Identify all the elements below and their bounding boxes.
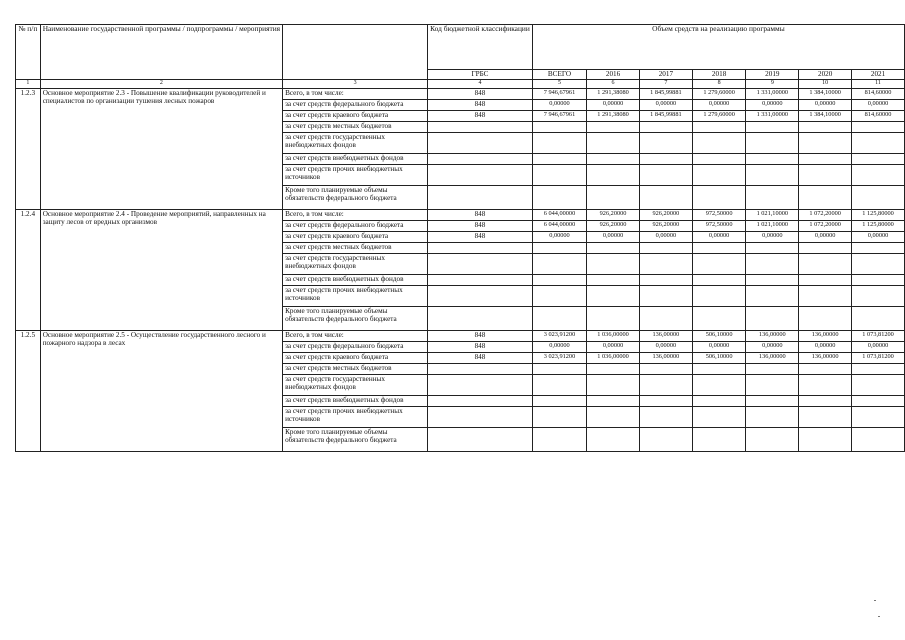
amount-cell: 926,20000 bbox=[639, 221, 692, 232]
empty-cell bbox=[799, 428, 852, 452]
empty-cell bbox=[639, 122, 692, 133]
empty-cell bbox=[639, 154, 692, 165]
funding-source-label: за счет средств государственных внебюджетных фондов bbox=[283, 375, 428, 396]
empty-cell bbox=[428, 275, 533, 286]
empty-cell bbox=[852, 122, 905, 133]
empty-cell bbox=[532, 275, 586, 286]
empty-cell bbox=[746, 275, 799, 286]
year-header: 2020 bbox=[799, 70, 852, 80]
empty-cell bbox=[428, 154, 533, 165]
table-row bbox=[16, 89, 905, 100]
column-index: 4 bbox=[428, 80, 533, 89]
funding-source-label: Кроме того планируемые объемы обязательств федерального бюджета bbox=[283, 428, 428, 452]
amount-cell: 0,00000 bbox=[852, 100, 905, 111]
amount-cell: 136,00000 bbox=[639, 353, 692, 364]
amount-cell: 1 291,38080 bbox=[587, 111, 640, 122]
empty-cell bbox=[532, 364, 586, 375]
empty-cell bbox=[428, 254, 533, 275]
empty-cell bbox=[746, 396, 799, 407]
amount-cell: 6 044,00000 bbox=[532, 221, 586, 232]
empty-cell bbox=[639, 407, 692, 428]
empty-cell bbox=[746, 375, 799, 396]
amount-cell: 0,00000 bbox=[532, 232, 586, 243]
funding-source-label: за счет средств федерального бюджета bbox=[283, 221, 428, 232]
empty-cell bbox=[692, 307, 746, 331]
empty-cell bbox=[587, 375, 640, 396]
funding-source-label: за счет средств местных бюджетов bbox=[283, 243, 428, 254]
grbs-header: ГРБС bbox=[428, 70, 533, 80]
column-index: 7 bbox=[639, 80, 692, 89]
funding-source-label: за счет средств федерального бюджета bbox=[283, 342, 428, 353]
empty-cell bbox=[746, 133, 799, 154]
amount-cell: 1 384,10000 bbox=[799, 111, 852, 122]
funding-source-label: Всего, в том числе: bbox=[283, 89, 428, 100]
amount-cell: 136,00000 bbox=[746, 331, 799, 342]
empty-cell bbox=[746, 165, 799, 186]
amount-cell: 814,60000 bbox=[852, 111, 905, 122]
activity-number: 1.2.4 bbox=[16, 210, 41, 331]
empty-cell bbox=[799, 243, 852, 254]
empty-cell bbox=[852, 307, 905, 331]
amount-cell: 136,00000 bbox=[799, 331, 852, 342]
amount-cell: 0,00000 bbox=[746, 100, 799, 111]
amount-cell: 0,00000 bbox=[587, 232, 640, 243]
funding-source-label: Кроме того планируемые объемы обязательств федерального бюджета bbox=[283, 186, 428, 210]
empty-cell bbox=[639, 254, 692, 275]
empty-cell bbox=[587, 243, 640, 254]
column-index: 8 bbox=[692, 80, 746, 89]
empty-cell bbox=[799, 165, 852, 186]
amount-cell: 1 845,99881 bbox=[639, 89, 692, 100]
empty-cell bbox=[532, 122, 586, 133]
column-index-row bbox=[16, 80, 905, 89]
empty-cell bbox=[532, 375, 586, 396]
empty-cell bbox=[587, 275, 640, 286]
amount-cell: 3 023,91200 bbox=[532, 353, 586, 364]
empty-cell bbox=[692, 154, 746, 165]
empty-cell bbox=[587, 407, 640, 428]
empty-cell bbox=[428, 122, 533, 133]
empty-cell bbox=[799, 275, 852, 286]
empty-cell bbox=[428, 165, 533, 186]
funding-source-label: за счет средств местных бюджетов bbox=[283, 364, 428, 375]
empty-cell bbox=[746, 122, 799, 133]
empty-cell bbox=[532, 407, 586, 428]
empty-cell bbox=[799, 186, 852, 210]
empty-cell bbox=[799, 286, 852, 307]
empty-cell bbox=[587, 122, 640, 133]
amount-cell: 136,00000 bbox=[746, 353, 799, 364]
empty-cell bbox=[746, 407, 799, 428]
year-header: 2016 bbox=[587, 70, 640, 80]
empty-cell bbox=[532, 286, 586, 307]
amount-cell: 1 021,10000 bbox=[746, 210, 799, 221]
funding-source-label: за счет средств прочих внебюджетных источников bbox=[283, 286, 428, 307]
funding-source-label: за счет средств прочих внебюджетных источников bbox=[283, 407, 428, 428]
empty-cell bbox=[532, 254, 586, 275]
column-index: 10 bbox=[799, 80, 852, 89]
empty-cell bbox=[692, 186, 746, 210]
amount-cell: 1 279,60000 bbox=[692, 111, 746, 122]
amount-cell: 0,00000 bbox=[692, 342, 746, 353]
grbs-code: 848 bbox=[428, 342, 533, 353]
empty-cell bbox=[692, 375, 746, 396]
year-header: 2019 bbox=[746, 70, 799, 80]
empty-cell bbox=[532, 243, 586, 254]
activity-name: Основное мероприятие 2.5 - Осуществление государственного лесного и пожарного надзора в лесах bbox=[40, 331, 282, 452]
empty-cell bbox=[852, 154, 905, 165]
empty-cell bbox=[692, 364, 746, 375]
amount-cell: 136,00000 bbox=[799, 353, 852, 364]
amount-cell: 0,00000 bbox=[799, 232, 852, 243]
funding-source-label: за счет средств местных бюджетов bbox=[283, 122, 428, 133]
empty-cell bbox=[428, 428, 533, 452]
empty-cell bbox=[799, 407, 852, 428]
funding-source-label: за счет средств внебюджетных фондов bbox=[283, 275, 428, 286]
funding-source-label: за счет средств государственных внебюджетных фондов bbox=[283, 254, 428, 275]
amount-cell: 0,00000 bbox=[799, 342, 852, 353]
activity-number: 1.2.3 bbox=[16, 89, 41, 210]
funding-source-label: за счет средств государственных внебюджетных фондов bbox=[283, 133, 428, 154]
amount-cell: 926,20000 bbox=[587, 210, 640, 221]
empty-cell bbox=[428, 364, 533, 375]
empty-cell bbox=[428, 375, 533, 396]
num-header: № п/п bbox=[16, 25, 41, 80]
empty-cell bbox=[532, 428, 586, 452]
empty-cell bbox=[692, 122, 746, 133]
empty-cell bbox=[532, 165, 586, 186]
amount-cell: 0,00000 bbox=[639, 232, 692, 243]
grbs-code: 848 bbox=[428, 111, 533, 122]
amount-cell: 1 279,60000 bbox=[692, 89, 746, 100]
amount-cell: 926,20000 bbox=[587, 221, 640, 232]
empty-cell bbox=[428, 407, 533, 428]
empty-cell bbox=[852, 243, 905, 254]
empty-cell bbox=[587, 307, 640, 331]
empty-cell bbox=[532, 307, 586, 331]
scan-speck bbox=[874, 600, 876, 601]
empty-cell bbox=[746, 286, 799, 307]
amount-cell: 1 125,80000 bbox=[852, 221, 905, 232]
funding-source-label: за счет средств краевого бюджета bbox=[283, 111, 428, 122]
amount-cell: 0,00000 bbox=[587, 100, 640, 111]
empty-cell bbox=[428, 286, 533, 307]
column-index: 6 bbox=[587, 80, 640, 89]
amount-cell: 136,00000 bbox=[639, 331, 692, 342]
amount-cell: 0,00000 bbox=[799, 100, 852, 111]
empty-cell bbox=[428, 133, 533, 154]
empty-cell bbox=[852, 375, 905, 396]
empty-cell bbox=[587, 364, 640, 375]
grbs-code: 848 bbox=[428, 89, 533, 100]
empty-cell bbox=[852, 133, 905, 154]
empty-cell bbox=[639, 165, 692, 186]
amount-cell: 7 946,67961 bbox=[532, 111, 586, 122]
empty-cell bbox=[428, 243, 533, 254]
table-row bbox=[16, 210, 905, 221]
empty-cell bbox=[799, 254, 852, 275]
year-header: 2021 bbox=[852, 70, 905, 80]
empty-cell bbox=[852, 186, 905, 210]
empty-cell bbox=[746, 254, 799, 275]
empty-cell bbox=[587, 154, 640, 165]
amount-cell: 1 036,00000 bbox=[587, 353, 640, 364]
empty-cell bbox=[639, 186, 692, 210]
amount-cell: 814,60000 bbox=[852, 89, 905, 100]
year-header: 2017 bbox=[639, 70, 692, 80]
empty-cell bbox=[587, 186, 640, 210]
empty-cell bbox=[852, 254, 905, 275]
funding-source-label: за счет средств федерального бюджета bbox=[283, 100, 428, 111]
grbs-code: 848 bbox=[428, 100, 533, 111]
funding-source-label: Всего, в том числе: bbox=[283, 210, 428, 221]
amount-cell: 1 072,20000 bbox=[799, 221, 852, 232]
empty-cell bbox=[852, 407, 905, 428]
empty-cell bbox=[852, 275, 905, 286]
funding-source-label: за счет средств краевого бюджета bbox=[283, 353, 428, 364]
table-row bbox=[16, 331, 905, 342]
amount-cell: 0,00000 bbox=[532, 342, 586, 353]
amount-cell: 0,00000 bbox=[746, 232, 799, 243]
empty-cell bbox=[799, 364, 852, 375]
empty-cell bbox=[692, 165, 746, 186]
empty-cell bbox=[692, 286, 746, 307]
amount-cell: 1 384,10000 bbox=[799, 89, 852, 100]
budget-document bbox=[15, 24, 905, 452]
activity-name: Основное мероприятие 2.4 - Проведение мероприятий, направленных на защиту лесов от вредных организмов bbox=[40, 210, 282, 331]
amount-cell: 0,00000 bbox=[639, 342, 692, 353]
column-index: 3 bbox=[283, 80, 428, 89]
amount-cell: 972,50000 bbox=[692, 210, 746, 221]
amount-cell: 506,10000 bbox=[692, 331, 746, 342]
funding-source-label: Всего, в том числе: bbox=[283, 331, 428, 342]
empty-cell bbox=[799, 375, 852, 396]
column-index: 5 bbox=[532, 80, 586, 89]
empty-cell bbox=[639, 275, 692, 286]
empty-cell bbox=[428, 186, 533, 210]
amount-cell: 3 023,91200 bbox=[532, 331, 586, 342]
grbs-code: 848 bbox=[428, 210, 533, 221]
funding-source-label: за счет средств внебюджетных фондов bbox=[283, 396, 428, 407]
grbs-code: 848 bbox=[428, 331, 533, 342]
amount-cell: 1 072,20000 bbox=[799, 210, 852, 221]
empty-cell bbox=[692, 396, 746, 407]
amount-cell: 0,00000 bbox=[692, 232, 746, 243]
empty-cell bbox=[852, 286, 905, 307]
funding-source-label: за счет средств краевого бюджета bbox=[283, 232, 428, 243]
amount-cell: 1 036,00000 bbox=[587, 331, 640, 342]
empty-cell bbox=[692, 407, 746, 428]
empty-cell bbox=[587, 428, 640, 452]
empty-cell bbox=[746, 154, 799, 165]
code-header: Код бюджетной классификации bbox=[428, 25, 533, 70]
empty-cell bbox=[746, 186, 799, 210]
amount-cell: 6 044,00000 bbox=[532, 210, 586, 221]
amount-cell: 1 291,38080 bbox=[587, 89, 640, 100]
empty-cell bbox=[692, 275, 746, 286]
empty-cell bbox=[639, 364, 692, 375]
empty-cell bbox=[639, 307, 692, 331]
year-header: 2018 bbox=[692, 70, 746, 80]
empty-cell bbox=[692, 133, 746, 154]
empty-cell bbox=[692, 243, 746, 254]
empty-cell bbox=[639, 286, 692, 307]
empty-cell bbox=[587, 396, 640, 407]
amount-cell: 1 021,10000 bbox=[746, 221, 799, 232]
empty-cell bbox=[799, 154, 852, 165]
empty-cell bbox=[692, 254, 746, 275]
empty-cell bbox=[799, 396, 852, 407]
empty-cell bbox=[746, 428, 799, 452]
amount-cell: 1 073,81200 bbox=[852, 331, 905, 342]
empty-cell bbox=[799, 122, 852, 133]
activity-number: 1.2.5 bbox=[16, 331, 41, 452]
amount-cell: 0,00000 bbox=[587, 342, 640, 353]
budget-table bbox=[15, 24, 905, 452]
column-index: 2 bbox=[40, 80, 282, 89]
grbs-code: 848 bbox=[428, 221, 533, 232]
column-index: 9 bbox=[746, 80, 799, 89]
header-row bbox=[16, 25, 905, 70]
amount-cell: 0,00000 bbox=[532, 100, 586, 111]
amount-cell: 926,20000 bbox=[639, 210, 692, 221]
funding-source-label: Кроме того планируемые объемы обязательств федерального бюджета bbox=[283, 307, 428, 331]
funding-source-label: за счет средств прочих внебюджетных источников bbox=[283, 165, 428, 186]
empty-cell bbox=[639, 133, 692, 154]
empty-cell bbox=[692, 428, 746, 452]
amount-cell: 1 073,81200 bbox=[852, 353, 905, 364]
grbs-code: 848 bbox=[428, 353, 533, 364]
empty-cell bbox=[799, 133, 852, 154]
empty-cell bbox=[746, 364, 799, 375]
amount-cell: 1 331,00000 bbox=[746, 111, 799, 122]
empty-cell bbox=[852, 428, 905, 452]
empty-cell bbox=[639, 396, 692, 407]
volume-header: Объем средств на реализацию программы bbox=[532, 25, 904, 70]
empty-cell bbox=[587, 133, 640, 154]
empty-cell bbox=[799, 307, 852, 331]
empty-cell bbox=[587, 286, 640, 307]
scan-speck bbox=[878, 616, 880, 617]
empty-cell bbox=[746, 243, 799, 254]
name-header: Наименование государственной программы / подпрограммы / мероприятия bbox=[40, 25, 282, 80]
amount-cell: 0,00000 bbox=[852, 232, 905, 243]
column-index: 1 bbox=[16, 80, 41, 89]
amount-cell: 1 125,80000 bbox=[852, 210, 905, 221]
empty-cell bbox=[532, 133, 586, 154]
empty-cell bbox=[852, 364, 905, 375]
activity-name: Основное мероприятие 2.3 - Повышение квалификации руководителей и специалистов по организации тушения лесных пожаров bbox=[40, 89, 282, 210]
amount-cell: 506,10000 bbox=[692, 353, 746, 364]
empty-cell bbox=[587, 254, 640, 275]
empty-cell bbox=[428, 307, 533, 331]
amount-cell: 0,00000 bbox=[639, 100, 692, 111]
total-header: ВСЕГО bbox=[532, 70, 586, 80]
amount-cell: 0,00000 bbox=[692, 100, 746, 111]
empty-cell bbox=[532, 186, 586, 210]
amount-cell: 0,00000 bbox=[852, 342, 905, 353]
amount-cell: 7 946,67961 bbox=[532, 89, 586, 100]
source-header bbox=[283, 25, 428, 80]
empty-cell bbox=[639, 428, 692, 452]
amount-cell: 1 845,99881 bbox=[639, 111, 692, 122]
funding-source-label: за счет средств внебюджетных фондов bbox=[283, 154, 428, 165]
empty-cell bbox=[639, 243, 692, 254]
grbs-code: 848 bbox=[428, 232, 533, 243]
amount-cell: 0,00000 bbox=[746, 342, 799, 353]
empty-cell bbox=[639, 375, 692, 396]
empty-cell bbox=[428, 396, 533, 407]
empty-cell bbox=[852, 396, 905, 407]
column-index: 11 bbox=[852, 80, 905, 89]
empty-cell bbox=[532, 154, 586, 165]
amount-cell: 972,50000 bbox=[692, 221, 746, 232]
empty-cell bbox=[532, 396, 586, 407]
amount-cell: 1 331,00000 bbox=[746, 89, 799, 100]
empty-cell bbox=[746, 307, 799, 331]
empty-cell bbox=[587, 165, 640, 186]
empty-cell bbox=[852, 165, 905, 186]
